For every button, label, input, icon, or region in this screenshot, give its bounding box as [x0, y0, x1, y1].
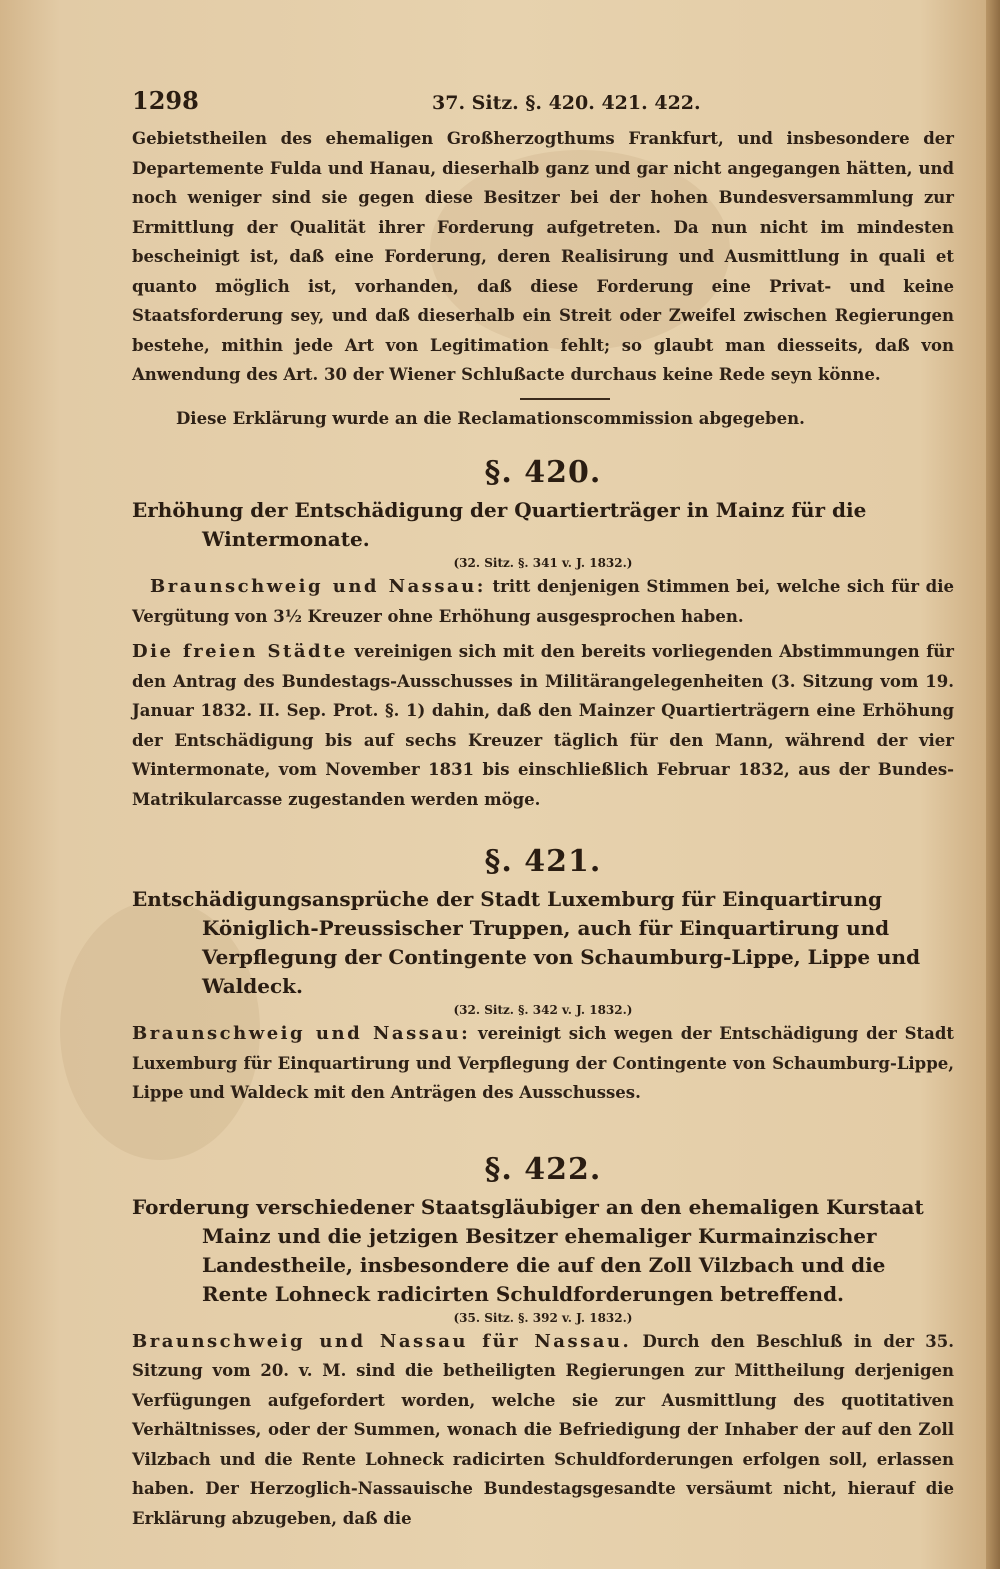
section-420-paragraph-2 — [132, 637, 954, 814]
vote-lead: Braunschweig und Nassau: — [150, 576, 486, 597]
page-number: 1298 — [132, 86, 199, 115]
intro-paragraph: Gebietstheilen des ehemaligen Großherzogthums Frankfurt, und insbesondere der Departemente Fulda und Hanau, dieserhalb ganz und gar nicht angegangen hätten, und noch weniger sind sie gegen diese Besitzer bei der hohen Bundesversammlung zur Ermittlung der Qualität ihrer Forderung aufgetreten. Da nun nicht im mindesten bescheinigt ist, daß eine Forderung, deren Realisirung und Ausmittlung in quali et quanto möglich ist, vorhanden, daß diese Forderung eine Privat- und keine Staatsforderung sey, und daß dieserhalb ein Streit oder Zweifel zwischen Regierungen bestehe, mithin jede Art von Legitimation fehlt; so glaubt man diesseits, daß von Anwendung des Art. 30 der Wiener Schlußacte durchaus keine Rede seyn könne. — [132, 129, 954, 384]
book-spine-edge — [986, 0, 1000, 1569]
vote-lead: Die freien Städte — [132, 641, 348, 662]
section-421-paragraph-1 — [132, 1019, 954, 1108]
running-head: 37. Sitz. §. 420. 421. 422. — [432, 92, 701, 114]
intro-note: Diese Erklärung wurde an die Reclamationscommission abgegeben. — [176, 408, 805, 428]
page-header — [132, 86, 954, 120]
vote-text: Durch den Beschluß in der 35. Sitzung vom 20. v. M. sind die betheiligten Regierungen zur Mittheilung derjenigen Verfügungen aufgefordert worden, welche sie zur Ausmittlung des quotitativen Verhältnisses, oder der Summen, wonach die Befriedigung der Inhaber der auf den Zoll Vilzbach und die Rente Lohneck radicirten Schuldforderungen erfolgen soll, erlassen haben. Der Herzoglich-Nassauische Bundestagsgesandte versäumt nicht, hierauf die Erklärung abzugeben, daß die — [132, 1331, 954, 1528]
section-title-421: Entschädigungsansprüche der Stadt Luxemburg für Einquartirung Königlich-Preussischer Truppen, auch für Einquartirung und Verpflegung der Contingente von Schaumburg-Lippe, Lippe und Waldeck. — [132, 887, 921, 998]
section-420-paragraph-1 — [132, 572, 954, 631]
vote-text: tritt denjenigen Stimmen bei, welche sich für die Vergütung von 3½ Kreuzer ohne Erhöhung ausgesprochen haben. — [132, 577, 954, 626]
divider-rule — [520, 398, 610, 400]
vote-lead: Braunschweig und Nassau: — [132, 1023, 471, 1044]
section-number-420: §. 420. — [484, 455, 602, 490]
vote-lead: Braunschweig und Nassau für Nassau. — [132, 1330, 632, 1352]
vote-text: vereinigen sich mit den bereits vorliegenden Abstimmungen für den Antrag des Bundestags-Ausschusses in Militärangelegenheiten (3. Sitzung vom 19. Januar 1832. II. Sep. Prot. §. 1) dahin, daß den Mainzer Quartierträgern eine Erhöhung der Entschädigung bis auf sechs Kreuzer täglich für den Mann, während der vier Wintermonate, vom November 1831 bis einschließlich Februar 1832, aus der Bundes-Matrikularcasse zugestanden werden möge. — [132, 642, 954, 809]
section-number-422: §. 422. — [484, 1151, 602, 1187]
section-title-420: Erhöhung der Entschädigung der Quartierträger in Mainz für die Wintermonate. — [132, 498, 867, 551]
section-422-paragraph-1 — [132, 1327, 954, 1534]
section-reference-422: (35. Sitz. §. 392 v. J. 1832.) — [453, 1310, 633, 1325]
section-reference-421: (32. Sitz. §. 342 v. J. 1832.) — [453, 1003, 633, 1017]
section-reference-420: (32. Sitz. §. 341 v. J. 1832.) — [453, 556, 633, 570]
section-number-421: §. 421. — [484, 844, 602, 879]
vote-text: vereinigt sich wegen der Entschädigung der Stadt Luxemburg für Einquartirung und Verpflegung der Contingente von Schaumburg-Lippe, Lippe und Waldeck mit den Anträgen des Ausschusses. — [132, 1024, 954, 1102]
page-content — [132, 86, 954, 1533]
section-title-422: Forderung verschiedener Staatsgläubiger an den ehemaligen Kurstaat Mainz und die jetzigen Besitzer ehemaliger Kurmainzischer Landestheile, insbesondere die auf den Zoll Vilzbach und die Rente Lohneck radicirten Schuldforderungen betreffend. — [132, 1194, 924, 1306]
